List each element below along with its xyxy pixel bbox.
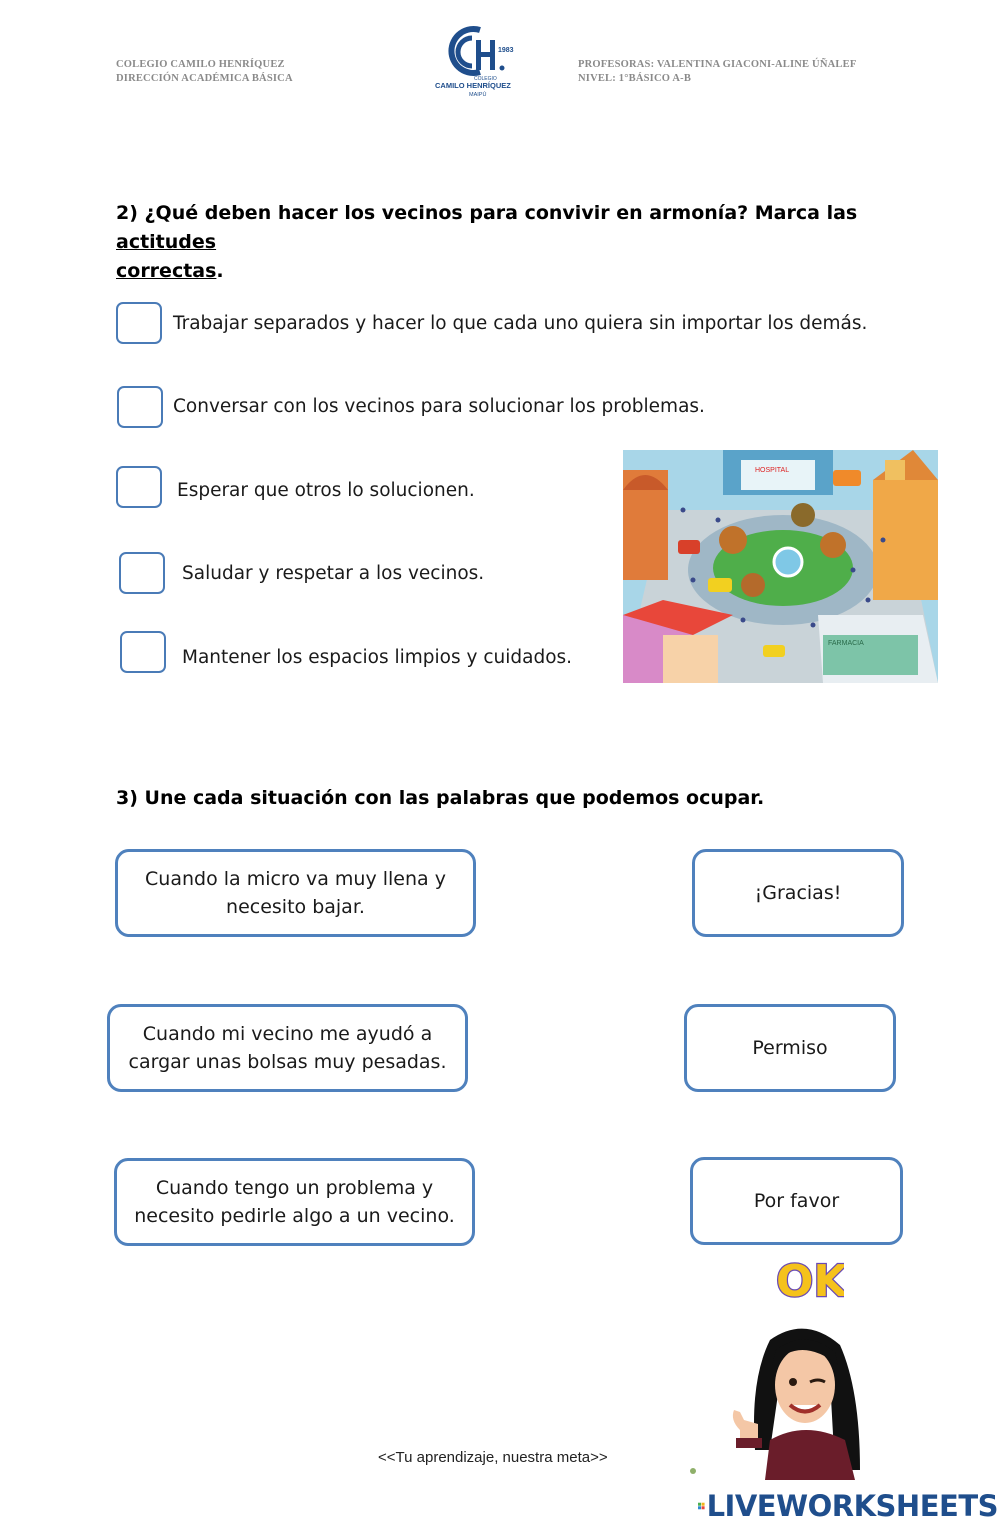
word-box-por-favor[interactable] <box>690 1157 903 1245</box>
option-2-text: Conversar con los vecinos para solucionar los problemas. <box>173 396 705 417</box>
situation-2-line-1: Cuando mi vecino me ayudó a <box>142 1023 433 1045</box>
option-5-text: Mantener los espacios limpios y cuidados. <box>182 647 573 668</box>
situation-1-line-2: necesito bajar. <box>226 896 365 918</box>
hospital-sign: HOSPITAL <box>755 467 790 474</box>
svg-text:MAIPÚ: MAIPÚ <box>469 92 487 98</box>
teacher-avatar <box>710 1320 875 1480</box>
word-por-favor: Por favor <box>753 1190 840 1212</box>
situation-box-2[interactable] <box>107 1004 468 1092</box>
situation-3-line-2: necesito pedirle algo a un vecino. <box>134 1205 455 1227</box>
situation-2-line-2: cargar unas bolsas muy pesadas. <box>128 1051 447 1073</box>
teachers-label: PROFESORAS: VALENTINA GIACONI-ALINE ÚÑALEF <box>578 59 857 70</box>
word-gracias: ¡Gracias! <box>754 882 842 904</box>
svg-text:COLEGIO: COLEGIO <box>474 76 497 82</box>
situation-box-3[interactable] <box>114 1158 475 1246</box>
svg-text:OK: OK <box>776 1256 844 1304</box>
liveworksheets-brand[interactable] <box>698 1488 998 1524</box>
checkbox-option-4[interactable] <box>119 552 165 594</box>
question-2-title: 2) ¿Qué deben hacer los vecinos para convivir en armonía? Marca las actitudes correctas. <box>116 202 858 282</box>
ok-sticker <box>772 1252 844 1304</box>
academic-direction: DIRECCIÓN ACADÉMICA BÁSICA <box>116 73 293 84</box>
footer-motto: <<Tu aprendizaje, nuestra meta>> <box>378 1449 608 1466</box>
word-box-gracias[interactable] <box>692 849 904 937</box>
checkbox-option-5[interactable] <box>120 631 166 673</box>
bullet-dot <box>690 1468 696 1474</box>
checkbox-option-3[interactable] <box>116 466 162 508</box>
situation-box-1[interactable] <box>115 849 476 937</box>
school-header-right <box>578 58 856 86</box>
situation-1-line-1: Cuando la micro va muy llena y <box>145 868 446 890</box>
checkbox-option-1[interactable] <box>116 302 162 344</box>
underlined-word: actitudes <box>116 231 217 253</box>
svg-text:1983: 1983 <box>498 47 514 54</box>
svg-text:CAMILO HENRÍQUEZ: CAMILO HENRÍQUEZ <box>435 81 511 90</box>
liveworksheets-logo-icon <box>698 1494 705 1518</box>
school-header-left <box>116 58 293 86</box>
question-3-title: 3) Une cada situación con las palabras que podemos ocupar. <box>116 787 765 809</box>
school-name: COLEGIO CAMILO HENRÍQUEZ <box>116 59 285 70</box>
checkbox-option-2[interactable] <box>117 386 163 428</box>
option-3-text: Esperar que otros lo solucionen. <box>177 480 475 501</box>
liveworksheets-name: LIVEWORKSHEETS <box>706 1489 998 1523</box>
option-1-text: Trabajar separados y hacer lo que cada uno quiera sin importar los demás. <box>173 313 868 334</box>
word-permiso: Permiso <box>752 1037 828 1059</box>
situation-3-line-1: Cuando tengo un problema y <box>155 1177 434 1199</box>
school-logo <box>432 22 532 98</box>
level-label: NIVEL: 1°BÁSICO A-B <box>578 73 692 84</box>
option-4-text: Saludar y respetar a los vecinos. <box>182 563 485 584</box>
neighborhood-illustration <box>623 450 938 683</box>
farmacia-sign: FARMACIA <box>828 640 864 647</box>
underlined-word: correctas <box>116 260 217 282</box>
word-box-permiso[interactable] <box>684 1004 896 1092</box>
